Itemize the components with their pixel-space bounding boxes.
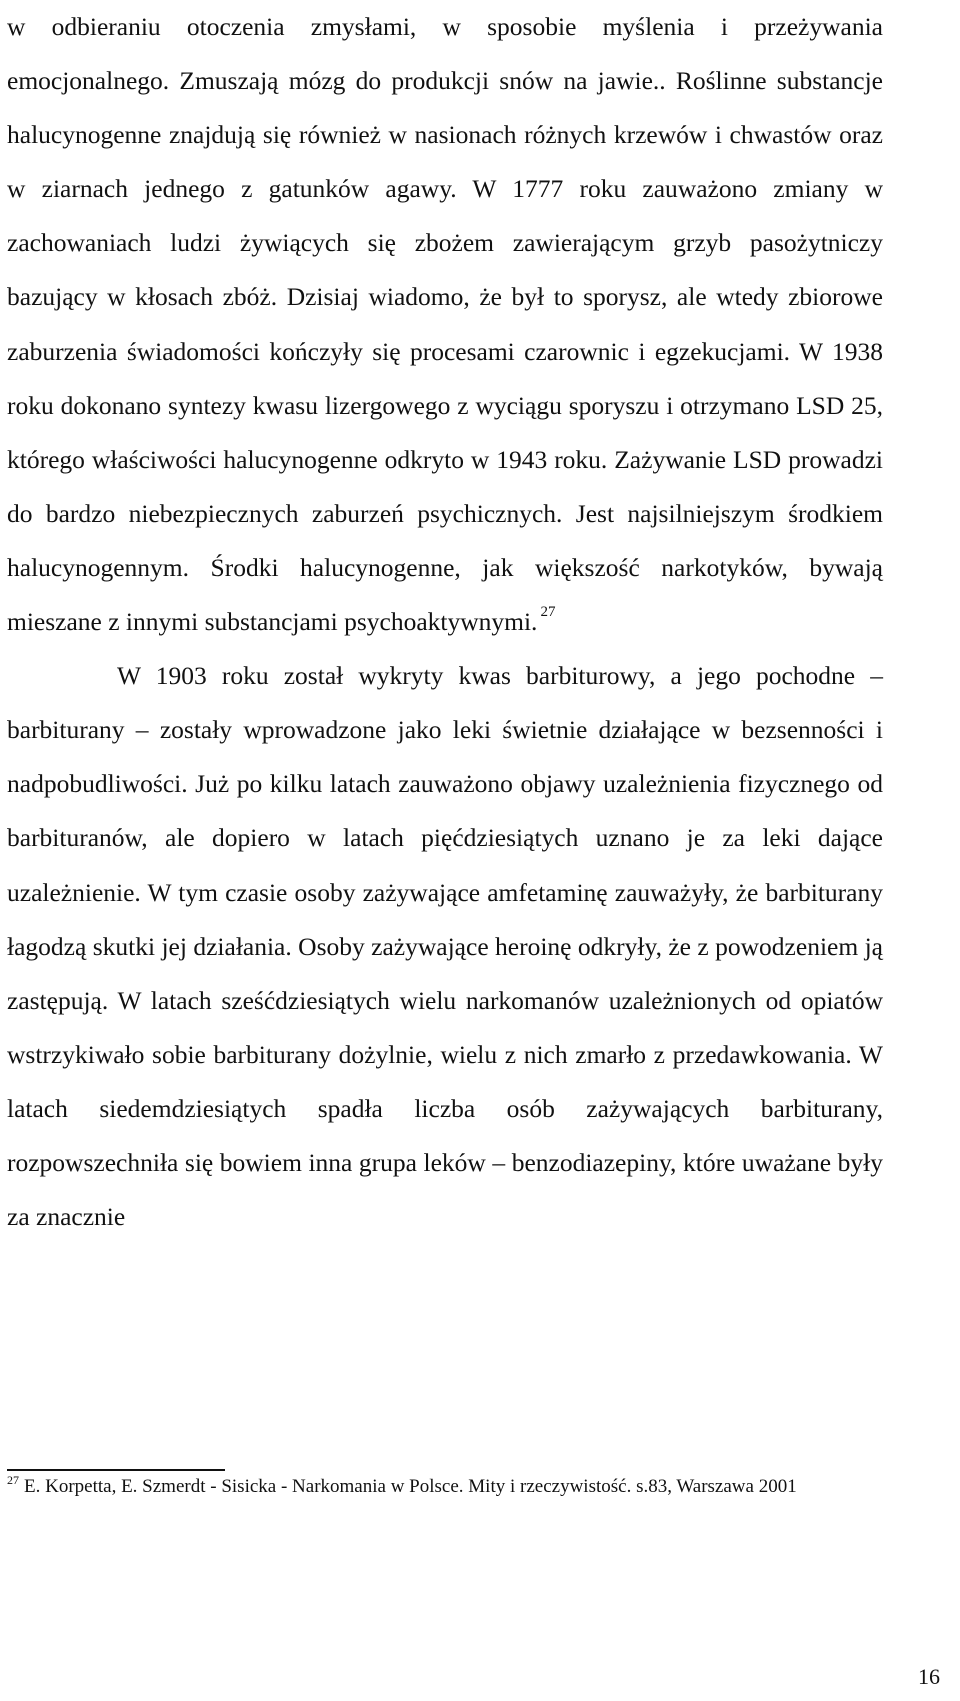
footnote-text: E. Korpetta, E. Szmerdt - Sisicka - Narkomania w Polsce. Mity i rzeczywistość. s.83, Warszawa 2001: [24, 1476, 797, 1497]
paragraph: [7, 0, 883, 649]
paragraph-text: W 1903 roku został wykryty kwas barbiturowy, a jego pochodne – barbiturany – zostały wprowadzone jako leki świetnie działające w bezsenności i nadpobudliwości. Już po kilku latach zauważono objawy uzależnienia fizycznego od barbituranów, ale dopiero w latach pięćdziesiątych uznano je za leki dające uzależnienie. W tym czasie osoby zażywające amfetaminę zauważyły, że barbiturany łagodzą skutki jej działania. Osoby zażywające heroinę odkryły, że z powodzeniem ją zastępują. W latach sześćdziesiątych wielu narkomanów uzależnionych od opiatów wstrzykiwało sobie barbiturany dożylnie, wielu z nich zmarło z przedawkowania. W latach siedemdziesiątych spadła liczba osób zażywających barbiturany, rozpowszechniła się bowiem inna grupa leków – benzodiazepiny, które uważane były za znacznie: [7, 661, 883, 1232]
footnote-number: 27: [7, 1473, 19, 1487]
paragraph-text: w odbieraniu otoczenia zmysłami, w sposobie myślenia i przeżywania emocjonalnego. Zmuszają mózg do produkcji snów na jawie.. Roślinne substancje halucynogenne znajdują się również w nasionach różnych krzewów i chwastów oraz w ziarnach jednego z gatunków agawy. W 1777 roku zauważono zmiany w zachowaniach ludzi żywiących się zbożem zawierającym grzyb pasożytniczy bazujący w kłosach zbóż. Dzisiaj wiadomo, że był to sporysz, ale wtedy zbiorowe zaburzenia świadomości kończyły się procesami czarownic i egzekucjami. W 1938 roku dokonano syntezy kwasu lizergowego z wyciągu sporyszu i otrzymano LSD 25, którego właściwości halucynogenne odkryto w 1943 roku. Zażywanie LSD prowadzi do bardzo niebezpiecznych zaburzeń psychicznych. Jest najsilniejszym środkiem halucynogennym. Środki halucynogenne, jak większość narkotyków, bywają mieszane z innymi substancjami psychoaktywnymi.: [7, 12, 883, 637]
footnote-separator: [7, 1469, 225, 1471]
paragraph: [7, 649, 883, 1244]
body-text: [7, 0, 883, 1244]
page-number: 16: [918, 1664, 940, 1689]
footnote: [7, 1474, 867, 1500]
footnote-reference[interactable]: 27: [540, 604, 556, 621]
